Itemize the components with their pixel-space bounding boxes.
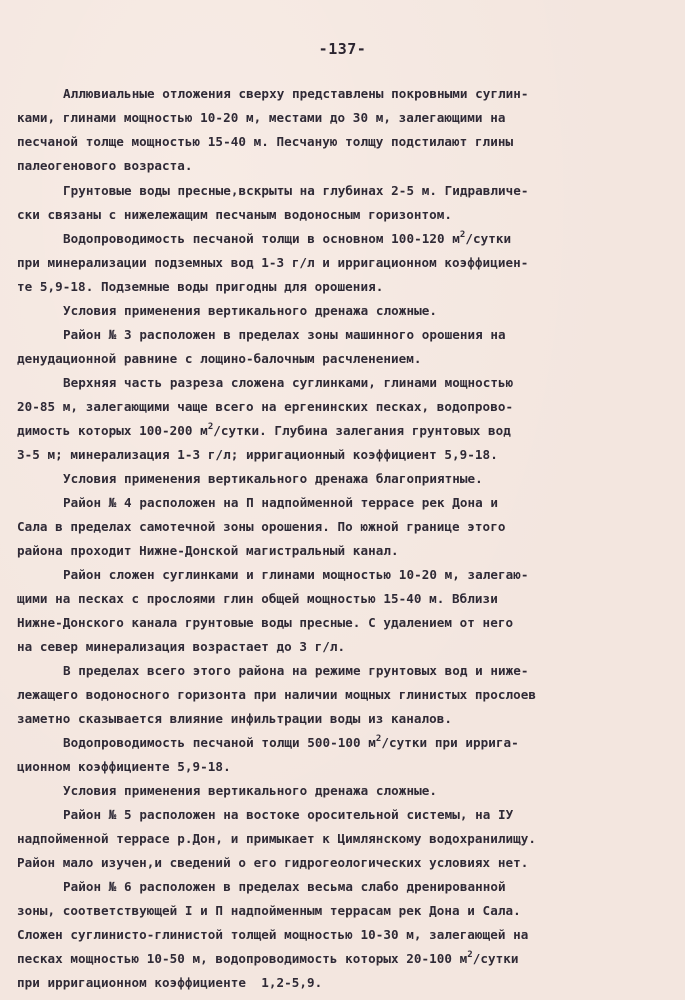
- text-line: зоны, соответствующей I и П надпойменным террасам рек Дона и Сала.: [17, 903, 521, 918]
- text-fragment: /сутки: [465, 231, 512, 246]
- text-line: Сложен суглинисто-глинистой толщей мощностью 10-30 м, залегающей на: [17, 927, 529, 942]
- text-fragment: димость которых 100-200 м: [17, 423, 208, 438]
- text-line: денудационной равнине с лощино-балочным расчленением.: [17, 351, 422, 366]
- text-line: Условия применения вертикального дренажа сложные.: [63, 783, 437, 798]
- text-fragment: Водопроводимость песчаной толщи в основном 100-120 м: [63, 231, 460, 246]
- text-line: Нижне-Донского канала грунтовые воды пресные. С удалением от него: [17, 615, 514, 630]
- superscript: 2: [459, 229, 466, 240]
- text-fragment: /сутки при ирригa-: [381, 735, 519, 750]
- text-line: Район мало изучен,и сведений о его гидрогеологических условиях нет.: [17, 855, 529, 870]
- text-line: Условия применения вертикального дренажа сложные.: [63, 303, 437, 318]
- text-line: 20-85 м, залегающими чаще всего на ергенинских песках, водопрово-: [17, 399, 514, 414]
- text-line: щими на песках с прослоями глин общей мощностью 15-40 м. Вблизи: [17, 591, 498, 606]
- text-line: надпойменной террасе р.Дон, и примыкает к Цимлянскому водохранилищу.: [17, 831, 536, 846]
- text-line: Сала в пределах самотечной зоны орошения. По южной границе этого: [17, 519, 506, 534]
- text-line-with-superscript: [63, 735, 519, 751]
- text-line: Условия применения вертикального дренажа благоприятные.: [63, 471, 483, 486]
- text-line-with-superscript: [63, 231, 511, 247]
- text-line: Верхняя часть разреза сложена суглинками, глинами мощностью: [63, 375, 514, 390]
- superscript: 2: [207, 421, 214, 432]
- text-line: Район сложен суглинками и глинами мощностью 10-20 м, залегаю-: [63, 567, 529, 582]
- text-line: Район № 6 расположен в пределах весьма слабо дренированной: [63, 879, 506, 894]
- text-line: Район № 3 расположен в пределах зоны машинного орошения на: [63, 327, 506, 342]
- text-line: В пределах всего этого района на режиме грунтовых вод и ниже-: [63, 663, 529, 678]
- text-line: заметно сказывается влияние инфильтрации воды из каналов.: [17, 711, 453, 726]
- text-line: те 5,9-18. Подземные воды пригодны для орошения.: [17, 279, 384, 294]
- text-line: при минерализации подземных вод 1-3 г/л и ирригационном коэффициен-: [17, 255, 529, 270]
- text-line: палеогенового возраста.: [17, 158, 193, 173]
- text-line: Аллювиальные отложения сверху представлены покровными суглин-: [63, 86, 529, 101]
- text-line: лежащего водоносного горизонта при наличии мощных глинистых прослоев: [17, 687, 536, 702]
- text-line: Район № 4 расположен на П надпойменной террасе рек Дона и: [63, 495, 499, 510]
- text-line: ски связаны с нижележащим песчаным водоносным горизонтом.: [17, 207, 453, 222]
- page-number: -137-: [318, 40, 367, 58]
- text-line: ками, глинами мощностью 10-20 м, местами до 30 м, залегающими на: [17, 110, 506, 125]
- text-fragment: песках мощностью 10-50 м, водопроводимость которых 20-100 м: [17, 951, 468, 966]
- text-line: района проходит Нижне-Донской магистральный канал.: [17, 543, 399, 558]
- text-fragment: /сутки: [472, 951, 519, 966]
- text-line: при ирригационном коэффициенте 1,2-5,9.: [17, 975, 323, 990]
- superscript: 2: [467, 949, 473, 960]
- text-line: Район № 5 расположен на востоке оросительной системы, на IУ: [63, 807, 514, 822]
- text-line-with-superscript: [17, 951, 519, 967]
- text-line: 3-5 м; минерализация 1-3 г/л; ирригационный коэффициент 5,9-18.: [17, 447, 498, 462]
- text-line: песчаной толще мощностью 15-40 м. Песчаную толщу подстилают глины: [17, 134, 514, 149]
- text-line: ционном коэффициенте 5,9-18.: [17, 759, 231, 774]
- superscript: 2: [375, 733, 382, 744]
- text-line: на север минерализация возрастает до 3 г/л.: [17, 639, 346, 654]
- text-line-with-superscript: [17, 423, 511, 439]
- text-fragment: /сутки. Глубина залегания грунтовых вод: [213, 423, 511, 438]
- text-fragment: Водопроводимость песчаной толщи 500-100 м: [63, 735, 376, 750]
- text-line: Грунтовые воды пресные,вскрыты на глубинах 2-5 м. Гидравличе-: [63, 183, 529, 198]
